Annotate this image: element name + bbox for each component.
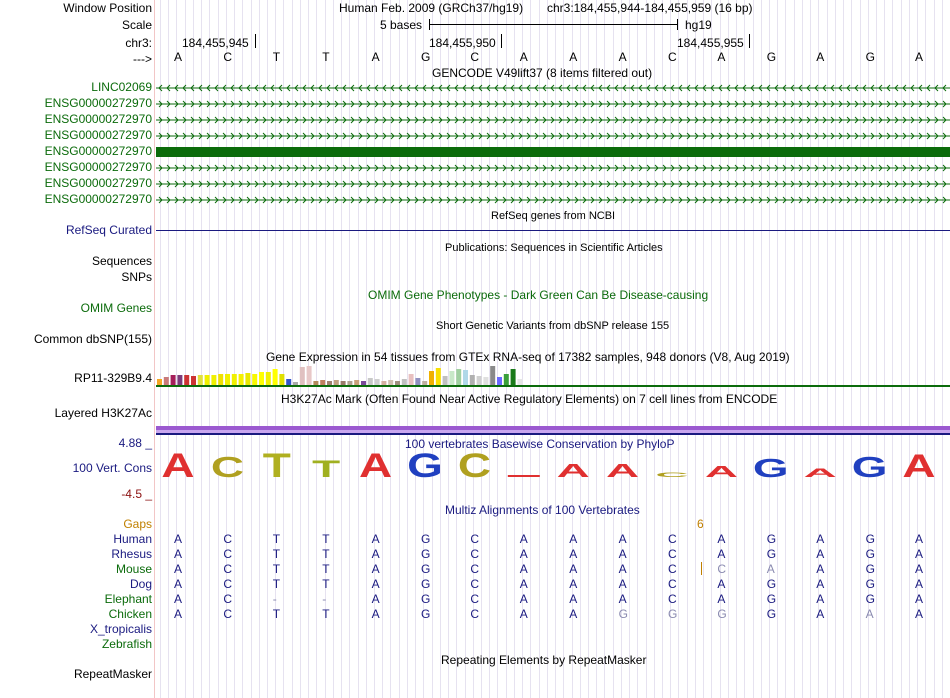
base-letter: A bbox=[519, 50, 528, 64]
alignment-base: C bbox=[668, 577, 677, 591]
gtex-tissue-bar[interactable] bbox=[375, 379, 380, 385]
h3k27ac-track-title: H3K27Ac Mark (Often Found Near Active Regulatory Elements) on 7 cell lines from ENCODE bbox=[281, 392, 778, 406]
alignment-base: C bbox=[223, 562, 233, 576]
alignment-base: T bbox=[272, 562, 281, 576]
cons-letter: G bbox=[851, 451, 888, 482]
gencode-feature[interactable] bbox=[156, 165, 950, 171]
gtex-tissue-bar[interactable] bbox=[470, 375, 475, 385]
alignment-base: A bbox=[371, 607, 380, 621]
alignment-base: A bbox=[915, 607, 924, 621]
gencode-item-label[interactable]: ENSG00000272970 bbox=[44, 176, 152, 190]
cons-letter: A bbox=[606, 460, 640, 482]
alignment-base: T bbox=[272, 532, 281, 546]
alignment-base: A bbox=[519, 532, 528, 546]
alignment-base: G bbox=[421, 592, 431, 606]
pubs-track-title: Publications: Sequences in Scientific Articles bbox=[445, 242, 663, 254]
scale-bar bbox=[429, 24, 677, 25]
refseq-track-label[interactable]: RefSeq Curated bbox=[65, 223, 152, 237]
alignment-base: C bbox=[668, 547, 677, 561]
refseq-track-title: RefSeq genes from NCBI bbox=[491, 210, 616, 222]
species-label[interactable]: Rhesus bbox=[111, 547, 152, 561]
coord-3: 184,455,955 bbox=[677, 36, 744, 50]
cons-letter: A bbox=[803, 466, 837, 480]
coord-3-tick bbox=[749, 34, 750, 48]
gtex-tissue-bar[interactable] bbox=[327, 381, 332, 385]
gtex-tissue-bar[interactable] bbox=[477, 376, 482, 385]
gencode-feature[interactable] bbox=[156, 133, 950, 139]
alignment-base: A bbox=[816, 547, 825, 561]
alignment-base: A bbox=[915, 562, 924, 576]
alignment-base: C bbox=[223, 592, 233, 606]
gtex-track-title: Gene Expression in 54 tissues from GTEx RNA-seq of 17382 samples, 948 donors (V8, Aug 2019) bbox=[266, 350, 790, 364]
alignment-base: A bbox=[618, 562, 627, 576]
cons-track-label[interactable]: 100 Vert. Cons bbox=[72, 461, 152, 475]
base-letter: C bbox=[668, 50, 677, 64]
gtex-tissue-bar[interactable] bbox=[511, 369, 516, 385]
gencode-item-label[interactable]: ENSG00000272970 bbox=[44, 128, 152, 142]
alignment-base: A bbox=[371, 592, 380, 606]
gtex-tissue-bar[interactable] bbox=[402, 379, 407, 385]
gencode-features[interactable] bbox=[156, 80, 950, 208]
alignment-base: A bbox=[569, 607, 578, 621]
alignment-base: T bbox=[322, 607, 330, 621]
window-position-label: Window Position bbox=[63, 1, 152, 15]
gaps-label: Gaps bbox=[123, 517, 152, 531]
alignment-base: G bbox=[865, 532, 875, 546]
base-letter: A bbox=[618, 50, 627, 64]
h3k27ac-track-label[interactable]: Layered H3K27Ac bbox=[54, 406, 152, 420]
alignment-base: G bbox=[668, 607, 678, 621]
species-label[interactable]: Zebrafish bbox=[101, 637, 152, 651]
alignment-base: A bbox=[174, 532, 183, 546]
cons-letter: G bbox=[407, 448, 443, 482]
gtex-tissue-bar[interactable] bbox=[517, 379, 522, 385]
alignment-base: T bbox=[272, 577, 281, 591]
alignment-base: C bbox=[223, 547, 233, 561]
gencode-item-label[interactable]: ENSG00000272970 bbox=[44, 192, 152, 206]
alignment-base: A bbox=[816, 532, 825, 546]
scale-bar-left-tick bbox=[429, 19, 430, 30]
alignment-base: C bbox=[470, 547, 480, 561]
base-letter: G bbox=[766, 50, 777, 64]
gtex-tissue-bar[interactable] bbox=[259, 372, 264, 385]
alignment-base: A bbox=[371, 532, 380, 546]
chrom-label: chr3: bbox=[125, 36, 152, 50]
alignment-base: A bbox=[519, 607, 528, 621]
gtex-tissue-bar[interactable] bbox=[307, 366, 312, 385]
alignment-base: C bbox=[223, 607, 233, 621]
alignment-base: G bbox=[717, 607, 727, 621]
cons-letter: C bbox=[457, 448, 491, 482]
base-letter: A bbox=[816, 50, 825, 64]
alignment-base: A bbox=[519, 562, 528, 576]
alignment-base: C bbox=[223, 532, 233, 546]
alignment-base: G bbox=[766, 607, 777, 621]
alignment-base: A bbox=[174, 607, 183, 621]
gtex-tissue-bar[interactable] bbox=[429, 371, 434, 385]
gtex-tissue-bar[interactable] bbox=[218, 374, 223, 385]
base-letter: C bbox=[223, 50, 233, 64]
base-letter: G bbox=[421, 50, 431, 64]
alignment-base: G bbox=[421, 547, 431, 561]
species-label[interactable]: Mouse bbox=[115, 562, 152, 576]
alignment-base: C bbox=[668, 532, 677, 546]
refseq-line[interactable] bbox=[156, 230, 950, 231]
position-readout: chr3:184,455,944-184,455,959 (16 bp) bbox=[547, 1, 753, 15]
alignment-base: - bbox=[322, 592, 327, 606]
alignment-base: G bbox=[618, 607, 628, 621]
gencode-feature[interactable] bbox=[156, 85, 950, 91]
gencode-feature[interactable] bbox=[156, 117, 950, 123]
gencode-exon[interactable] bbox=[156, 147, 950, 157]
gtex-tissue-bar[interactable] bbox=[232, 374, 237, 385]
alignment-base: T bbox=[322, 547, 330, 561]
gtex-tissue-bar[interactable] bbox=[177, 375, 182, 385]
alignment-base: T bbox=[272, 607, 281, 621]
multiz-track-title: Multiz Alignments of 100 Vertebrates bbox=[445, 503, 640, 517]
cons-letter: A bbox=[161, 448, 195, 482]
gtex-tissue-bar[interactable] bbox=[415, 378, 420, 385]
alignment-base: A bbox=[816, 592, 825, 606]
gtex-tissue-bar[interactable] bbox=[341, 381, 346, 385]
dbsnp-track-label[interactable]: Common dbSNP(155) bbox=[33, 332, 152, 346]
alignment-base: T bbox=[322, 532, 330, 546]
cons-letter: C bbox=[655, 470, 689, 479]
alignment-base: G bbox=[766, 532, 777, 546]
species-label[interactable]: X_tropicalis bbox=[89, 622, 152, 636]
alignment-base: A bbox=[717, 532, 726, 546]
alignment-base: C bbox=[668, 562, 677, 576]
species-label[interactable]: Dog bbox=[129, 577, 152, 591]
alignment-base: A bbox=[717, 547, 726, 561]
cons-letter: C bbox=[210, 451, 244, 482]
scale-bar-right-tick bbox=[677, 19, 678, 30]
gencode-track-title: GENCODE V49lift37 (8 items filtered out) bbox=[432, 66, 653, 80]
alignment-base: A bbox=[569, 592, 578, 606]
coord-1: 184,455,945 bbox=[182, 36, 249, 50]
gtex-tissue-bar[interactable] bbox=[443, 376, 448, 385]
gtex-tissue-bar[interactable] bbox=[205, 375, 210, 385]
alignment-base: A bbox=[174, 547, 183, 561]
repeatmasker-track-label[interactable]: RepeatMasker bbox=[73, 667, 152, 681]
alignment-base: A bbox=[569, 562, 578, 576]
gtex-tissue-bar[interactable] bbox=[347, 381, 352, 385]
scale-db: hg19 bbox=[685, 18, 712, 32]
gtex-tissue-bar[interactable] bbox=[354, 380, 359, 385]
gencode-item-label[interactable]: ENSG00000272970 bbox=[44, 96, 152, 110]
alignment-base: C bbox=[470, 577, 480, 591]
alignment-base: G bbox=[865, 562, 875, 576]
alignment-base: G bbox=[865, 577, 875, 591]
gtex-tissue-bar[interactable] bbox=[456, 369, 461, 385]
gtex-tissue-bar[interactable] bbox=[164, 377, 169, 385]
cons-letter bbox=[508, 475, 540, 477]
gtex-tissue-bar[interactable] bbox=[422, 381, 427, 385]
gtex-tissue-bar[interactable] bbox=[320, 380, 325, 385]
alignment-base: A bbox=[174, 577, 183, 591]
alignment-base: A bbox=[174, 592, 183, 606]
gtex-tissue-bar[interactable] bbox=[381, 381, 386, 385]
cons-track-title: 100 vertebrates Basewise Conservation by PhyloP bbox=[405, 437, 675, 451]
cons-letter: A bbox=[902, 448, 936, 482]
base-letter: A bbox=[717, 50, 726, 64]
alignment-base: A bbox=[618, 592, 627, 606]
gtex-tissue-bar[interactable] bbox=[490, 366, 495, 385]
alignment-base: A bbox=[717, 577, 726, 591]
base-letter: A bbox=[915, 50, 924, 64]
alignment-base: G bbox=[766, 592, 777, 606]
base-letter: T bbox=[272, 50, 281, 64]
cons-letter: T bbox=[262, 448, 291, 482]
alignment-base: C bbox=[470, 562, 480, 576]
alignment-base: A bbox=[519, 592, 528, 606]
alignment-base: A bbox=[865, 607, 874, 621]
cons-letter: A bbox=[359, 448, 393, 482]
coord-2: 184,455,950 bbox=[429, 36, 496, 50]
alignment-base: A bbox=[618, 532, 627, 546]
gtex-tissue-bar[interactable] bbox=[273, 369, 278, 385]
alignment-base: A bbox=[618, 577, 627, 591]
omim-track-title: OMIM Gene Phenotypes - Dark Green Can Be Disease-causing bbox=[368, 288, 709, 302]
gencode-feature[interactable] bbox=[156, 181, 950, 187]
alignment-base: G bbox=[421, 607, 431, 621]
alignment-base: G bbox=[766, 547, 777, 561]
gtex-tissue-bar[interactable] bbox=[449, 371, 454, 385]
gtex-bars[interactable] bbox=[156, 364, 950, 388]
gtex-tissue-bar[interactable] bbox=[483, 377, 488, 385]
sequences-track-label[interactable]: Sequences bbox=[91, 254, 152, 268]
gtex-track-label[interactable]: RP11-329B9.4 bbox=[74, 371, 152, 385]
alignment-base: A bbox=[519, 547, 528, 561]
insertion-marker bbox=[701, 562, 702, 575]
alignment-base: C bbox=[470, 532, 480, 546]
alignment-base: G bbox=[865, 592, 875, 606]
alignment-base: G bbox=[421, 532, 431, 546]
alignment-base: A bbox=[174, 562, 183, 576]
alignment-base: G bbox=[865, 547, 875, 561]
gtex-tissue-bar[interactable] bbox=[504, 374, 509, 385]
gtex-tissue-bar[interactable] bbox=[211, 375, 216, 385]
gtex-tissue-bar[interactable] bbox=[395, 381, 400, 385]
gtex-tissue-bar[interactable] bbox=[409, 374, 414, 385]
snps-track-label[interactable]: SNPs bbox=[121, 270, 152, 284]
species-label[interactable]: Chicken bbox=[108, 607, 152, 621]
gtex-tissue-bar[interactable] bbox=[361, 381, 366, 385]
species-label[interactable]: Human bbox=[113, 532, 152, 546]
gtex-tissue-bar[interactable] bbox=[245, 373, 250, 385]
alignment-base: A bbox=[816, 577, 825, 591]
gencode-feature[interactable] bbox=[156, 101, 950, 107]
gtex-tissue-bar[interactable] bbox=[300, 367, 305, 385]
alignment-base: T bbox=[272, 547, 281, 561]
gencode-item-label[interactable]: ENSG00000272970 bbox=[44, 112, 152, 126]
alignment-base: A bbox=[569, 532, 578, 546]
omim-track-label[interactable]: OMIM Genes bbox=[80, 301, 152, 315]
gtex-tissue-bar[interactable] bbox=[266, 372, 271, 385]
alignment-base: T bbox=[322, 577, 330, 591]
alignment-base: A bbox=[915, 547, 924, 561]
gtex-tissue-bar[interactable] bbox=[171, 375, 176, 385]
dbsnp-track-title: Short Genetic Variants from dbSNP release 155 bbox=[436, 320, 670, 332]
alignment-base: C bbox=[470, 592, 480, 606]
coord-1-tick bbox=[255, 34, 256, 48]
conservation-logo[interactable] bbox=[156, 448, 950, 482]
alignment-base: C bbox=[717, 562, 727, 576]
gtex-tissue-bar[interactable] bbox=[279, 374, 284, 385]
alignment-base: A bbox=[915, 577, 924, 591]
alignment-base: C bbox=[470, 607, 480, 621]
gtex-tissue-bar[interactable] bbox=[239, 374, 244, 385]
gtex-tissue-bar[interactable] bbox=[334, 380, 339, 385]
alignment-base: A bbox=[371, 547, 380, 561]
gtex-baseline bbox=[156, 385, 950, 387]
scale-label: Scale bbox=[121, 18, 152, 32]
base-letter: A bbox=[174, 50, 183, 64]
base-letter: T bbox=[322, 50, 330, 64]
gtex-tissue-bar[interactable] bbox=[286, 379, 291, 385]
cons-letter: A bbox=[556, 460, 590, 482]
alignment-base: A bbox=[915, 592, 924, 606]
alignment-base: A bbox=[717, 592, 726, 606]
alignment-base: A bbox=[766, 562, 775, 576]
base-letter: G bbox=[865, 50, 875, 64]
gtex-tissue-bar[interactable] bbox=[252, 374, 257, 385]
alignment-base: G bbox=[766, 577, 777, 591]
alignment-base: G bbox=[421, 562, 431, 576]
repeatmasker-track-title: Repeating Elements by RepeatMasker bbox=[441, 653, 647, 667]
species-label[interactable]: Elephant bbox=[104, 592, 152, 606]
gtex-tissue-bar[interactable] bbox=[313, 381, 318, 385]
strand-label: ---> bbox=[133, 52, 152, 66]
alignment-base: A bbox=[569, 577, 578, 591]
scale-text: 5 bases bbox=[380, 18, 423, 32]
coord-2-tick bbox=[501, 34, 502, 48]
alignment-base: A bbox=[915, 532, 924, 546]
alignment-base: A bbox=[519, 577, 528, 591]
alignment-base: A bbox=[371, 562, 380, 576]
gencode-item-label[interactable]: ENSG00000272970 bbox=[44, 144, 152, 158]
gtex-tissue-bar[interactable] bbox=[191, 376, 196, 385]
base-letter: A bbox=[569, 50, 578, 64]
gtex-tissue-bar[interactable] bbox=[368, 378, 373, 385]
alignment-base: A bbox=[618, 547, 627, 561]
alignment-base: - bbox=[272, 592, 277, 606]
h3k27ac-baseline bbox=[156, 433, 950, 435]
gtex-tissue-bar[interactable] bbox=[184, 375, 189, 385]
alignment-base: A bbox=[371, 577, 380, 591]
alignment-base: G bbox=[421, 577, 431, 591]
gtex-tissue-bar[interactable] bbox=[463, 370, 468, 385]
alignment-base: A bbox=[569, 547, 578, 561]
alignment-base: A bbox=[816, 607, 825, 621]
cons-ymin-label: -4.5 _ bbox=[121, 487, 152, 501]
alignment-base: A bbox=[816, 562, 825, 576]
base-letter: C bbox=[470, 50, 480, 64]
gap-marker: 6 bbox=[697, 517, 704, 531]
gtex-tissue-bar[interactable] bbox=[388, 380, 393, 385]
cons-letter: T bbox=[312, 455, 341, 482]
gtex-tissue-bar[interactable] bbox=[436, 368, 441, 385]
cons-letter: A bbox=[704, 463, 738, 481]
base-letter: A bbox=[371, 50, 380, 64]
gencode-feature[interactable] bbox=[156, 197, 950, 203]
gtex-tissue-bar[interactable] bbox=[225, 374, 230, 385]
gencode-item-label[interactable]: LINC02069 bbox=[91, 80, 152, 94]
gencode-item-label[interactable]: ENSG00000272970 bbox=[44, 160, 152, 174]
cons-letter: G bbox=[752, 453, 789, 482]
alignment-base: T bbox=[322, 562, 330, 576]
gtex-tissue-bar[interactable] bbox=[497, 377, 502, 385]
assembly-title: Human Feb. 2009 (GRCh37/hg19) bbox=[339, 1, 524, 15]
gtex-tissue-bar[interactable] bbox=[157, 379, 162, 385]
alignment-base: C bbox=[223, 577, 233, 591]
gtex-tissue-bar[interactable] bbox=[198, 375, 203, 385]
cons-ymax-label: 4.88 _ bbox=[118, 436, 152, 450]
gtex-tissue-bar[interactable] bbox=[293, 382, 298, 385]
alignment-base: C bbox=[668, 592, 677, 606]
